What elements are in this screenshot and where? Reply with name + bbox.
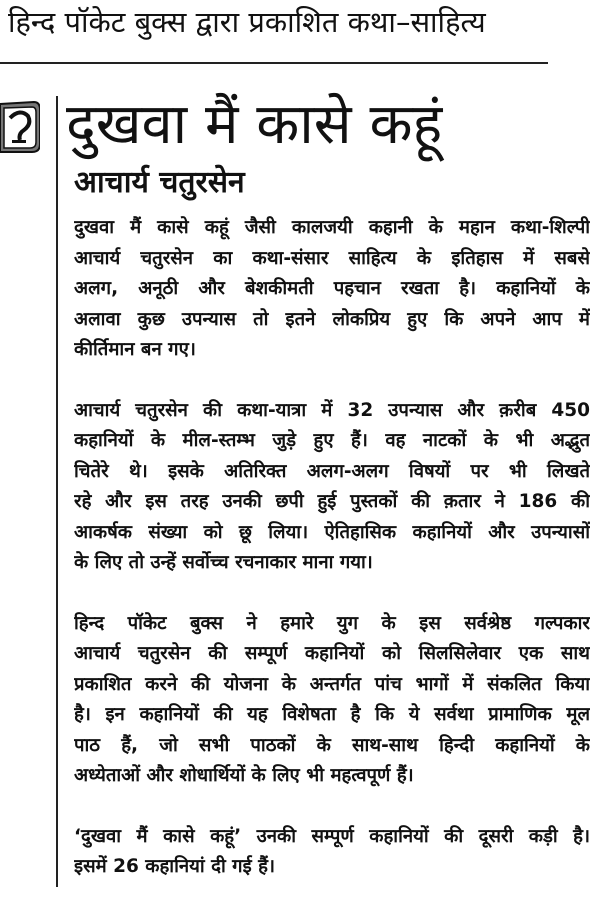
text-line: के लिए तो उन्हें सर्वोच्च रचनाकार माना गया। [74, 552, 373, 573]
book-title: दुखवा मैं कासे कहूं [66, 92, 443, 157]
text-line: कीर्तिमान बन गए। [74, 339, 196, 360]
paragraph [74, 213, 590, 366]
text-line: आचार्य चतुरसेन की सम्पूर्ण कहानियों को सिलसिलेवार एक साथ [74, 643, 590, 664]
text-line: आचार्य चतुरसेन का कथा-संसार साहित्य के इतिहास में सबसे [74, 247, 590, 269]
text-line: पाठ हैं, जो सभी पाठकों के साथ-साथ हिन्दी कहानियों के [74, 734, 590, 756]
text-line: अध्येताओं और शोधार्थियों के लिए भी महत्वपूर्ण हैं। [74, 765, 414, 786]
paragraph [74, 609, 590, 792]
text-line: आकर्षक संख्या को छू लिया। ऐतिहासिक कहानियों और उपन्यासों [74, 521, 590, 543]
text-line: प्रकाशित करने की योजना के अन्तर्गत पांच भागों में संकलित किया [74, 673, 590, 695]
blurb-body [74, 213, 590, 913]
series-heading: हिन्द पॉकेट बुक्स द्वारा प्रकाशित कथा–साहित्य [8, 5, 486, 39]
margin-rule [56, 96, 58, 887]
paragraph [74, 396, 590, 579]
text-line: है। इन कहानियों की यह विशेषता है कि ये सर्वथा प्रामाणिक मूल [74, 704, 590, 725]
text-line: दुखवा मैं कासे कहूं जैसी कालजयी कहानी के महान कथा-शिल्पी [74, 217, 590, 238]
text-line: हिन्द पॉकेट बुक्स ने हमारे युग के इस सर्वश्रेष्ठ गल्पकार [74, 612, 590, 634]
publisher-logo-icon [0, 100, 40, 154]
text-line: चितेरे थे। इसके अतिरिक्त अलग-अलग विषयों पर भी लिखते [74, 460, 590, 482]
book-author: आचार्य चतुरसेन [74, 165, 245, 200]
text-line: इसमें 26 कहानियां दी गई हैं। [74, 856, 275, 877]
paragraph [74, 822, 590, 883]
text-line: ‘दुखवा मैं कासे कहूं’ उनकी सम्पूर्ण कहानियों की दूसरी कड़ी है। [74, 825, 590, 847]
text-line: कहानियों के मील-स्तम्भ जुड़े हुए हैं। वह नाटकों के भी अद्भुत [74, 430, 590, 451]
header-rule [0, 62, 548, 64]
text-line: रहे और इस तरह उनकी छपी हुई पुस्तकों की क़तार ने 186 की [74, 491, 590, 512]
text-line: आचार्य चतुरसेन की कथा-यात्रा में 32 उपन्यास और क़रीब 450 [74, 399, 590, 421]
text-line: अलग, अनूठी और बेशकीमती पहचान रखता है। कहानियों के [74, 278, 590, 299]
text-line: अलावा कुछ उपन्यास तो इतने लोकप्रिय हुए कि अपने आप में [74, 308, 590, 330]
